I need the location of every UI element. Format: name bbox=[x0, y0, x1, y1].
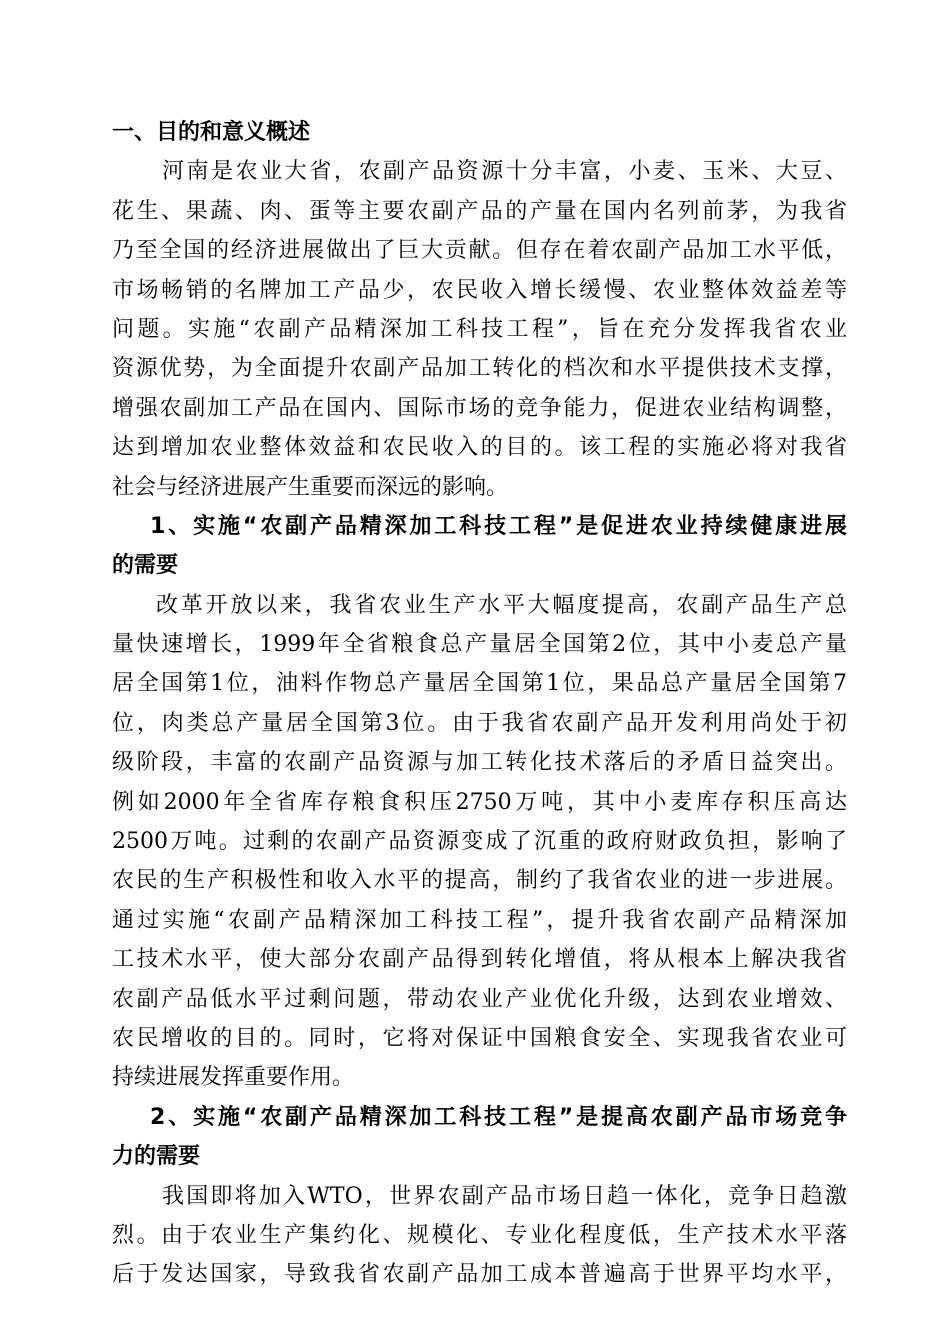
paragraph-line: 烈。由于农业生产集约化、规模化、专业化程度低，生产技术水平落 bbox=[112, 1222, 847, 1248]
paragraph-line: 农副产品低水平过剩问题，带动农业产业优化升级，达到农业增效、 bbox=[112, 986, 847, 1012]
paragraph-line: 改革开放以来，我省农业生产水平大幅度提高，农副产品生产总 bbox=[156, 592, 847, 618]
paragraph-line: 量快速增长，1999年全省粮食总产量居全国第2位，其中小麦总产量 bbox=[112, 632, 847, 658]
paragraph-line: 农民增收的目的。同时，它将对保证中国粮食安全、实现我省农业可 bbox=[112, 1025, 847, 1051]
section2-paragraph bbox=[112, 1177, 847, 1295]
paragraph-line: 工技术水平，使大部分农副产品得到转化增值，将从根本上解决我省 bbox=[112, 947, 847, 973]
heading-line: 2、实施“农副产品精深加工科技工程”是提高农副产品市场竞争 bbox=[150, 1104, 847, 1130]
paragraph-line: 通过实施“农副产品精深加工科技工程”，提升我省农副产品精深加 bbox=[112, 907, 847, 933]
paragraph-line: 级阶段，丰富的农副产品资源与加工转化技术落后的矛盾日益突出。 bbox=[112, 750, 847, 776]
section-heading-purpose: 一、目的和意义概述 bbox=[112, 120, 311, 145]
heading-line: 1、实施“农副产品精深加工科技工程”是促进农业持续健康进展 bbox=[150, 513, 847, 539]
section1-paragraph bbox=[112, 586, 847, 1098]
paragraph-line: 花生、果蔬、肉、蛋等主要农副产品的产量在国内名列前茅，为我省 bbox=[112, 198, 847, 224]
paragraph-line: 持续进展发挥重要作用。 bbox=[112, 1065, 355, 1091]
paragraph-line: 问题。实施“农副产品精深加工科技工程”，旨在充分发挥我省农业 bbox=[112, 316, 847, 342]
paragraph-line: 后于发达国家，导致我省农副产品加工成本普遍高于世界平均水平， bbox=[112, 1262, 847, 1288]
document-page bbox=[112, 113, 847, 1295]
paragraph-line: 例如2000年全省库存粮食积压2750万吨，其中小麦库存积压高达 bbox=[112, 789, 847, 815]
intro-paragraph bbox=[112, 152, 847, 507]
paragraph-line: 达到增加农业整体效益和农民收入的目的。该工程的实施必将对我省 bbox=[112, 435, 847, 461]
paragraph-line: 资源优势，为全面提升农副产品加工转化的档次和水平提供技术支撑， bbox=[112, 356, 847, 382]
paragraph-line: 农民的生产积极性和收入水平的提高，制约了我省农业的进一步进展。 bbox=[112, 868, 847, 894]
heading-line: 的需要 bbox=[112, 553, 179, 579]
paragraph-line: 乃至全国的经济进展做出了巨大贡献。但存在着农副产品加工水平低， bbox=[112, 238, 847, 264]
paragraph-line: 居全国第1位，油料作物总产量居全国第1位，果品总产量居全国第7 bbox=[112, 671, 847, 697]
paragraph-line: 市场畅销的名牌加工产品少，农民收入增长缓慢、农业整体效益差等 bbox=[112, 277, 847, 303]
paragraph-line: 增强农副加工产品在国内、国际市场的竞争能力，促进农业结构调整， bbox=[112, 395, 847, 421]
subsection-heading-2 bbox=[112, 1098, 847, 1177]
heading-line: 力的需要 bbox=[112, 1144, 201, 1170]
paragraph-line: 河南是农业大省，农副产品资源十分丰富，小麦、玉米、大豆、 bbox=[162, 159, 847, 185]
paragraph-line: 社会与经济进展产生重要而深远的影响。 bbox=[112, 474, 509, 500]
paragraph-line: 我国即将加入WTO，世界农副产品市场日趋一体化，竞争日趋激 bbox=[162, 1183, 847, 1209]
paragraph-line: 位，肉类总产量居全国第3位。由于我省农副产品开发利用尚处于初 bbox=[112, 710, 847, 736]
paragraph-line: 2500万吨。过剩的农副产品资源变成了沉重的政府财政负担，影响了 bbox=[112, 829, 847, 855]
subsection-heading-1 bbox=[112, 507, 847, 586]
